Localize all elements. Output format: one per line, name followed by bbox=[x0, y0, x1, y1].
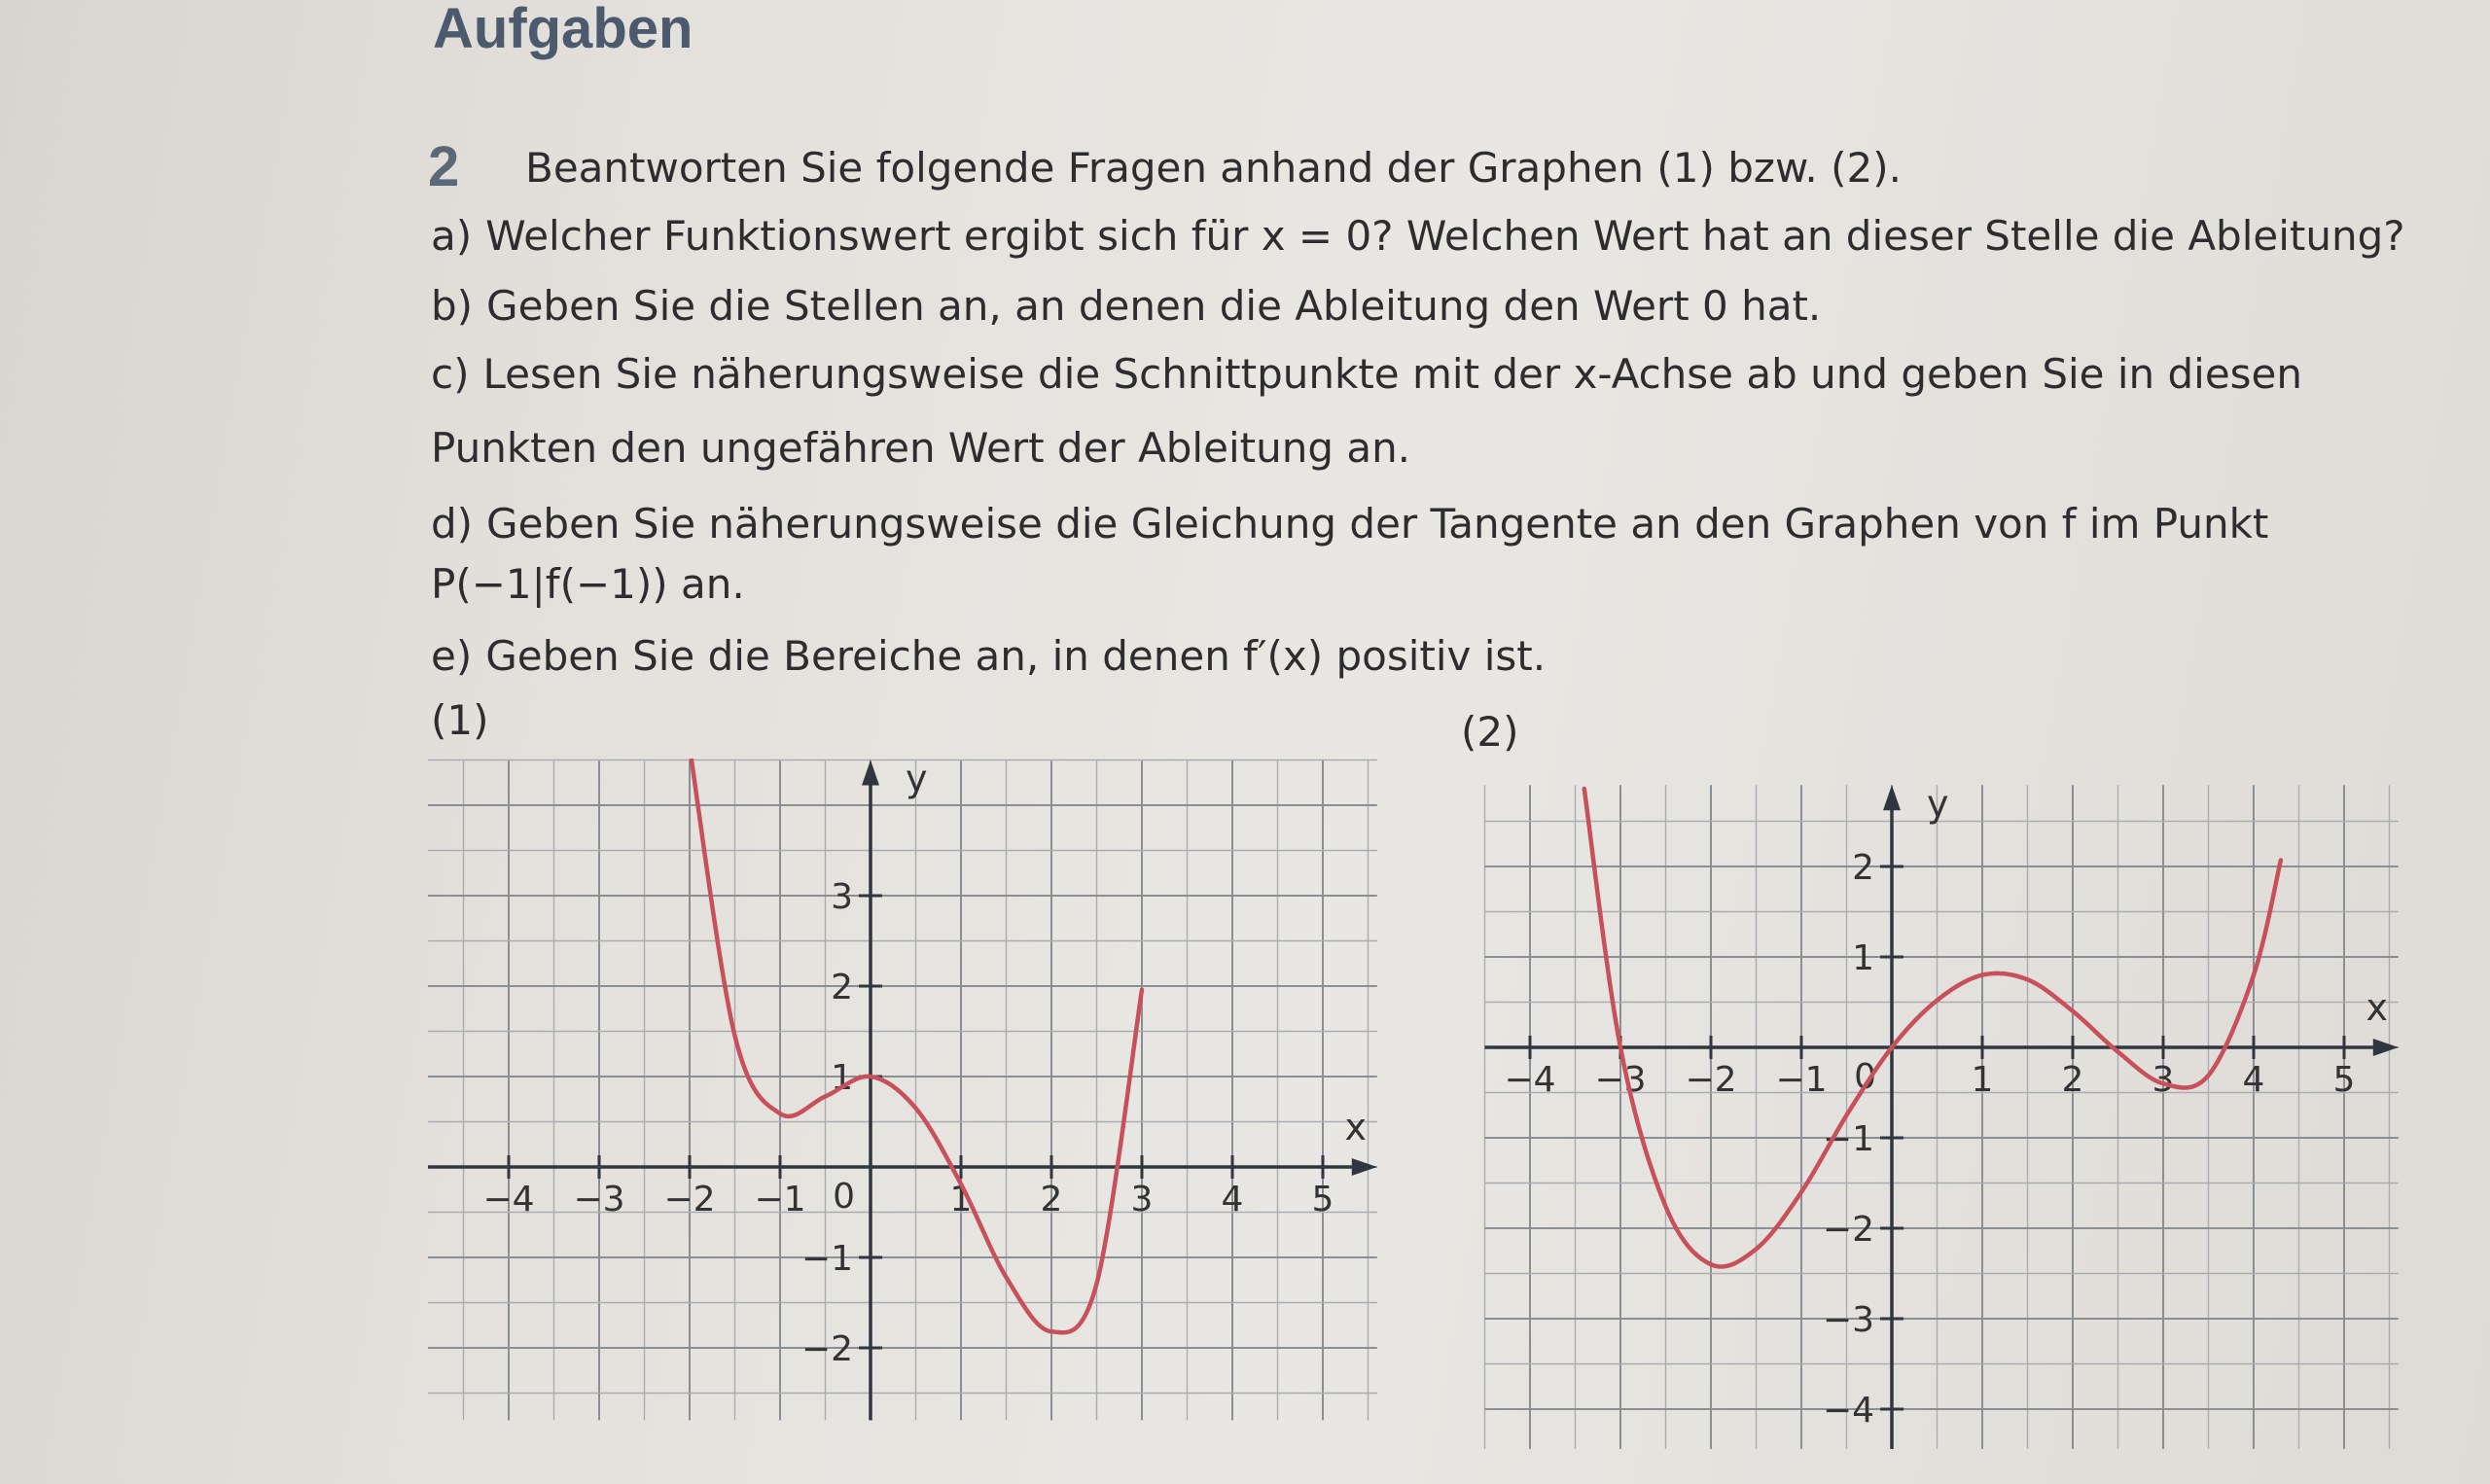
item-text: Geben Sie die Bereiche an, in denen f′(x) positiv ist. bbox=[485, 632, 1547, 680]
graph-2 bbox=[1464, 768, 2437, 1449]
item-d-continued: P(−1|f(−1)) an. bbox=[431, 560, 745, 608]
y-tick-label: −4 bbox=[1822, 1391, 1874, 1431]
x-tick-label: 3 bbox=[1130, 1180, 1154, 1219]
item-label: a) bbox=[431, 212, 473, 260]
x-tick-label: 1 bbox=[949, 1180, 973, 1219]
x-axis-arrow bbox=[2373, 1039, 2399, 1056]
y-tick-label: 2 bbox=[1852, 848, 1874, 888]
origin-label: 0 bbox=[1854, 1057, 1876, 1097]
y-tick-label: −1 bbox=[800, 1239, 853, 1279]
y-axis-label: y bbox=[906, 759, 928, 800]
item-c bbox=[431, 350, 2303, 398]
item-label: c) bbox=[431, 350, 470, 398]
grid bbox=[1485, 785, 2399, 1449]
x-tick-label: 2 bbox=[2061, 1060, 2084, 1100]
task-number: 2 bbox=[428, 135, 460, 198]
x-tick-label: 3 bbox=[2152, 1060, 2175, 1100]
x-tick-label: −4 bbox=[1504, 1060, 1556, 1100]
graph-1 bbox=[428, 759, 1401, 1439]
x-tick-label: −3 bbox=[1594, 1060, 1647, 1100]
y-tick-label: −2 bbox=[1822, 1210, 1874, 1250]
x-axis-label: x bbox=[1344, 1106, 1368, 1148]
task-intro: Beantworten Sie folgende Fragen anhand der Graphen (1) bzw. (2). bbox=[525, 144, 1902, 192]
x-tick-label: −3 bbox=[573, 1180, 625, 1219]
item-a bbox=[431, 212, 2405, 260]
x-tick-label: 4 bbox=[2242, 1060, 2265, 1100]
x-tick-label: 1 bbox=[1971, 1060, 1994, 1100]
item-text: Welcher Funktionswert ergibt sich für x = 0? Welchen Wert hat an dieser Stelle die Ableitung? bbox=[485, 212, 2405, 260]
origin-label: 0 bbox=[833, 1177, 855, 1217]
item-b bbox=[431, 282, 1822, 330]
y-tick-label: 2 bbox=[831, 968, 853, 1007]
x-axis-arrow bbox=[1352, 1158, 1377, 1176]
item-text: Geben Sie die Stellen an, an denen die Ableitung den Wert 0 hat. bbox=[486, 282, 1822, 330]
item-c-continued: Punkten den ungefähren Wert der Ableitung an. bbox=[431, 424, 1411, 472]
x-tick-label: −1 bbox=[754, 1180, 806, 1219]
section-heading: Aufgaben bbox=[433, 0, 694, 60]
y-tick-label: 1 bbox=[1852, 938, 1874, 978]
y-axis-arrow bbox=[1883, 785, 1901, 810]
x-tick-label: −1 bbox=[1775, 1060, 1828, 1100]
x-tick-label: −4 bbox=[482, 1180, 535, 1219]
x-axis-label: x bbox=[2366, 986, 2389, 1029]
x-tick-label: 5 bbox=[1311, 1180, 1334, 1219]
graph-1-caption: (1) bbox=[431, 696, 489, 744]
item-label: d) bbox=[431, 500, 474, 548]
y-tick-label: 3 bbox=[831, 877, 853, 917]
y-tick-label: −3 bbox=[1822, 1300, 1874, 1340]
item-e bbox=[431, 632, 1547, 680]
y-axis-arrow bbox=[862, 760, 879, 786]
item-label: e) bbox=[431, 632, 473, 680]
x-tick-label: 4 bbox=[1221, 1180, 1244, 1219]
item-text: Lesen Sie näherungsweise die Schnittpunkte mit der x-Achse ab und geben Sie in diesen bbox=[482, 350, 2303, 398]
item-text: Geben Sie näherungsweise die Gleichung der Tangente an den Graphen von f im Punkt bbox=[486, 500, 2269, 548]
y-tick-label: −1 bbox=[1822, 1119, 1874, 1159]
grid bbox=[428, 760, 1377, 1421]
x-tick-label: −2 bbox=[1685, 1060, 1737, 1100]
item-d bbox=[431, 500, 2269, 548]
y-tick-label: −2 bbox=[800, 1329, 853, 1369]
y-tick-label: 1 bbox=[831, 1058, 853, 1098]
graph-2-caption: (2) bbox=[1461, 708, 1519, 756]
x-tick-label: 5 bbox=[2332, 1060, 2356, 1100]
x-tick-label: 2 bbox=[1040, 1180, 1063, 1219]
y-axis-label: y bbox=[1927, 782, 1949, 826]
function-curve bbox=[1584, 789, 2281, 1267]
x-tick-label: −2 bbox=[663, 1180, 716, 1219]
item-label: b) bbox=[431, 282, 474, 330]
